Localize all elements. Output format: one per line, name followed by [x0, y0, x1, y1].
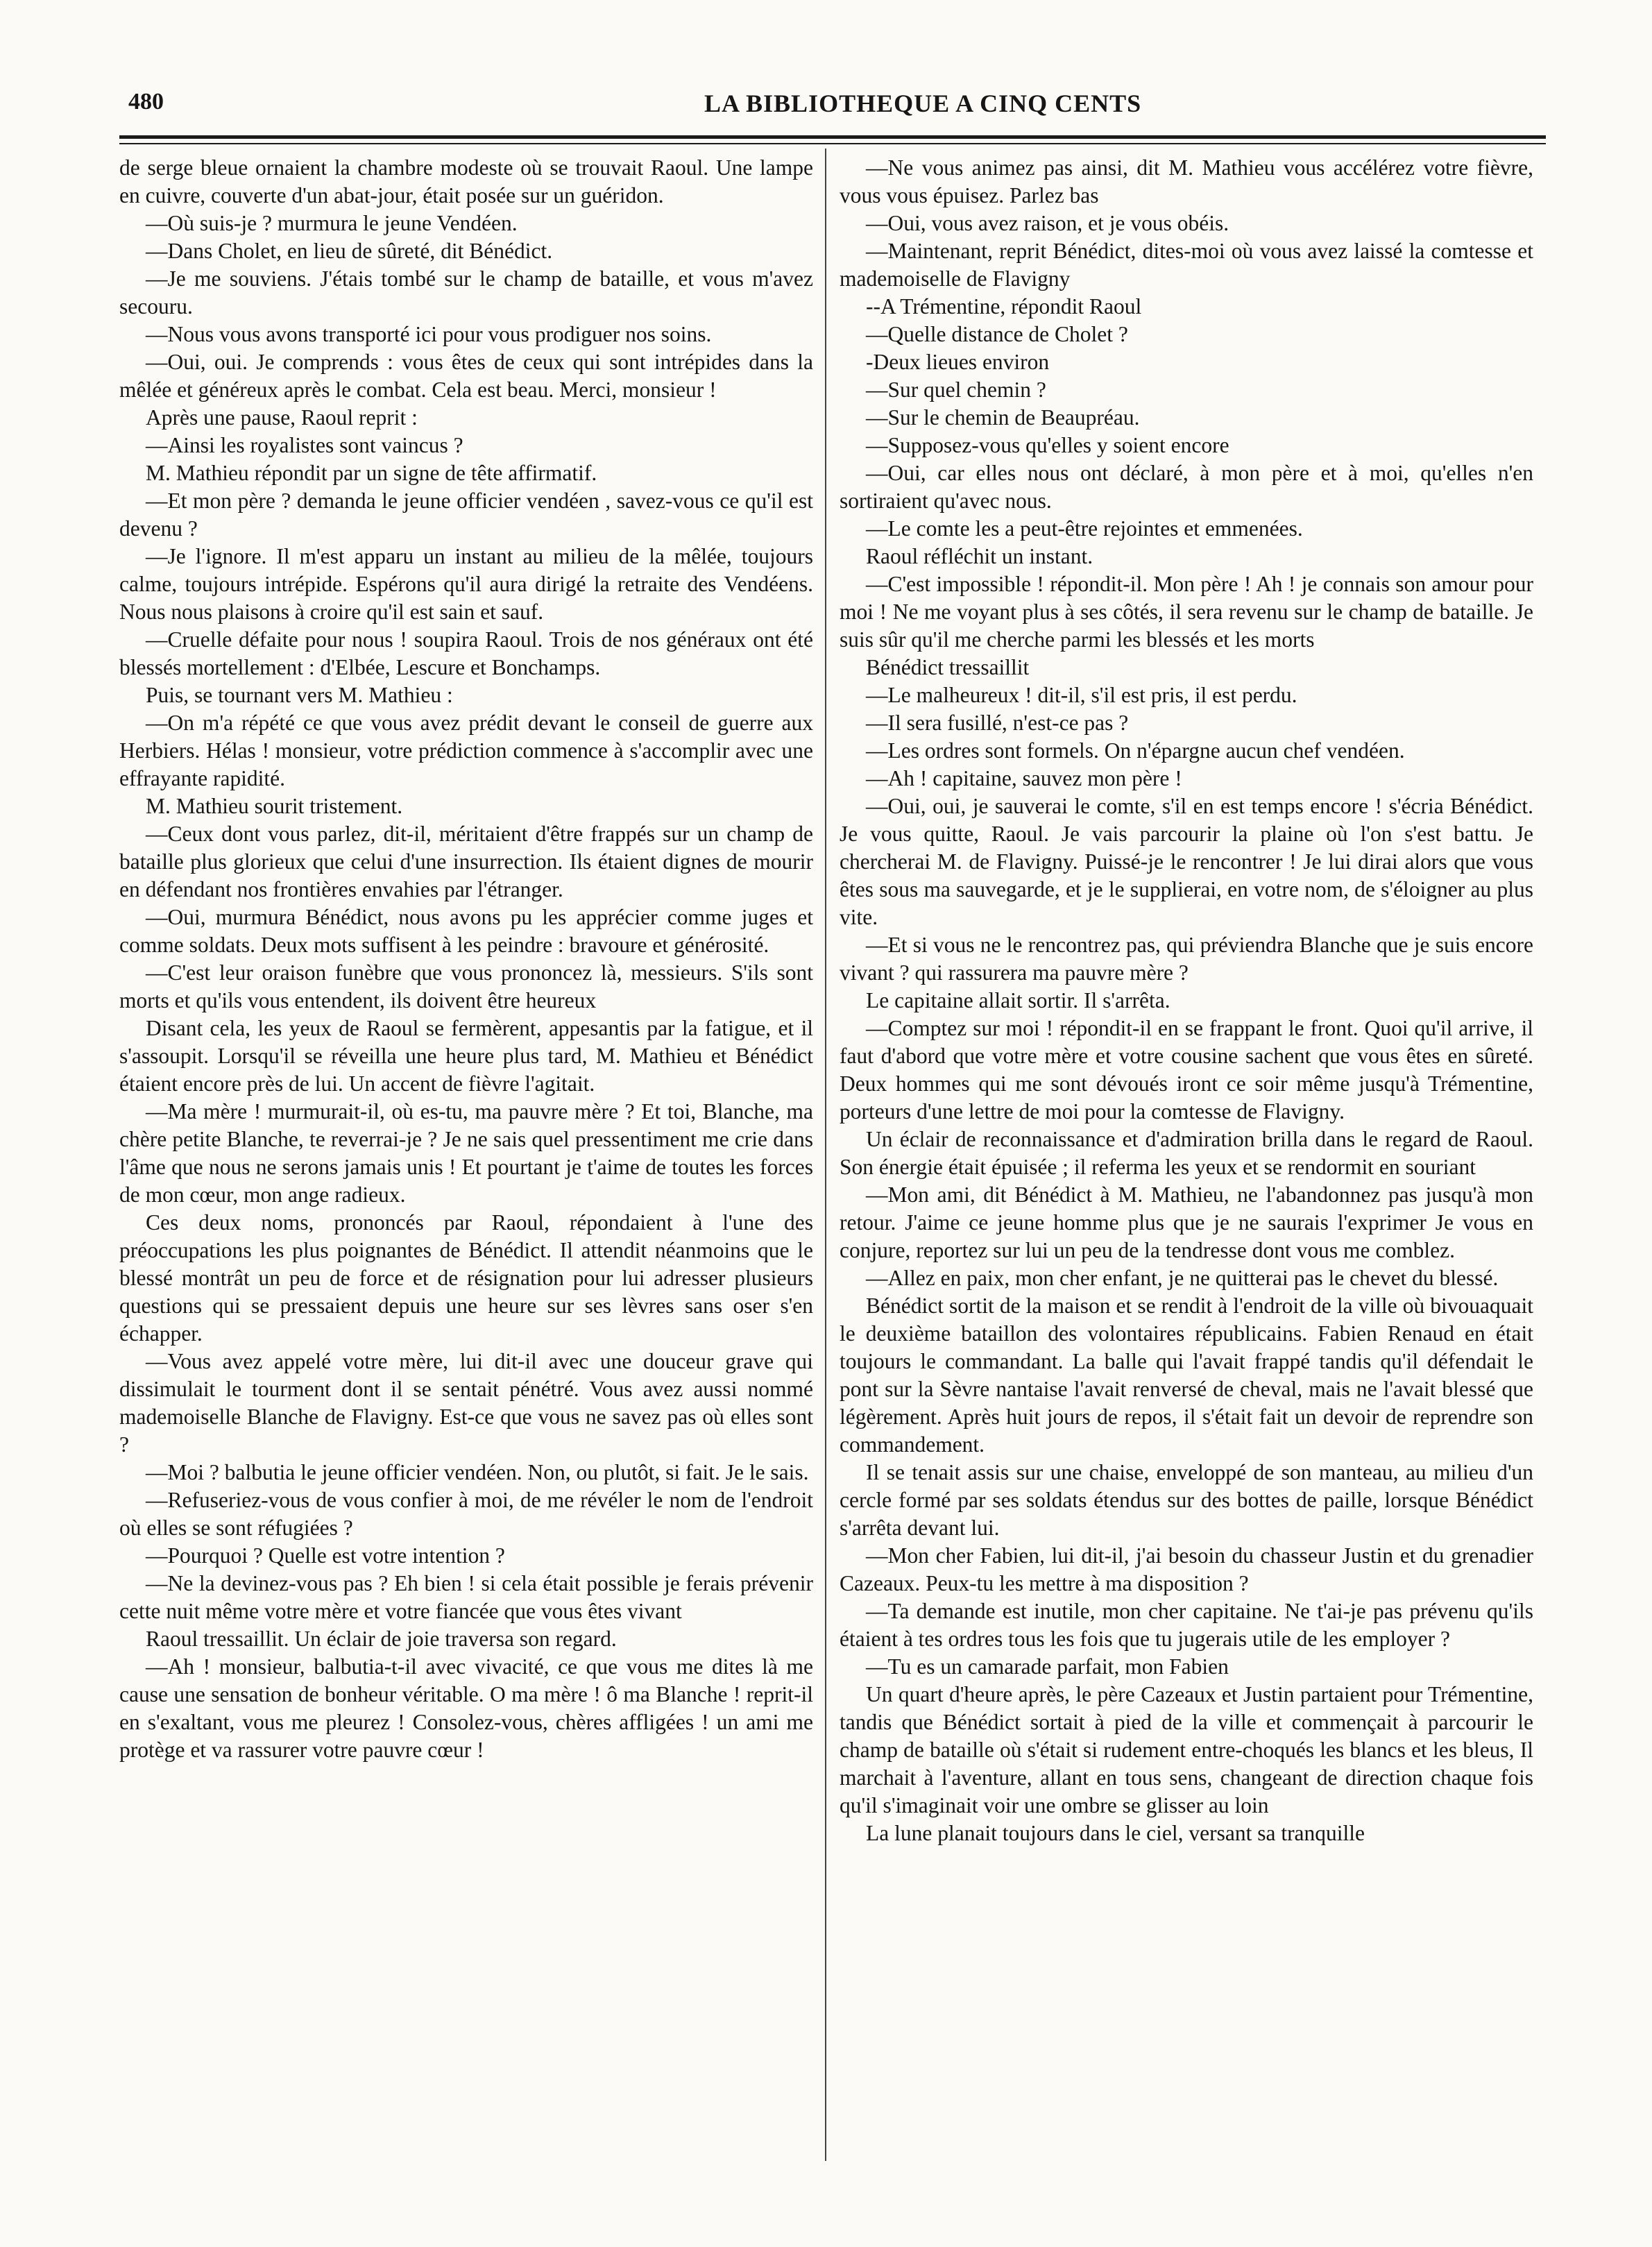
paragraph: —Ceux dont vous parlez, dit-il, méritaient d'être frappés sur un champ de bataille plus glorieux que celui d'une insurrection. Ils étaient dignes de mourir en défendant nos frontières envahies par l'étranger.	[119, 822, 813, 901]
paragraph: Le capitaine allait sortir. Il s'arrêta.	[866, 988, 1170, 1012]
paragraph: —Je me souviens. J'étais tombé sur le champ de bataille, et vous m'avez secouru.	[119, 266, 813, 319]
paragraph: —Ah ! monsieur, balbutia-t-il avec vivacité, ce que vous me dites là me cause une sensation de bonheur véritable. O ma mère ! ô ma Blanche ! reprit-il en s'exaltant, vous me pleurez ! Consolez-vous, chères affligées ! un ami me protège et va rassurer votre pauvre cœur !	[119, 1654, 813, 1762]
paragraph: Raoul réfléchit un instant.	[866, 544, 1093, 568]
paragraph: —Comptez sur moi ! répondit-il en se frappant le front. Quoi qu'il arrive, il faut d'abord que votre mère et votre cousine sachent que vous êtes en sûreté. Deux hommes qui me sont dévoués iront ce soir même jusqu'à Trémentine, porteurs d'une lettre de moi pour la comtesse de Flavigny.	[840, 1016, 1533, 1124]
paragraph: —Pourquoi ? Quelle est votre intention ?	[146, 1543, 505, 1568]
paragraph: Il se tenait assis sur une chaise, enveloppé de son manteau, au milieu d'un cercle formé par ses soldats étendus sur des bottes de paille, lorsque Bénédict s'arrêta devant lui.	[840, 1460, 1533, 1540]
right-column	[840, 154, 1533, 1847]
paragraph: --A Trémentine, répondit Raoul	[866, 294, 1142, 319]
paragraph: M. Mathieu répondit par un signe de tête affirmatif.	[146, 461, 597, 485]
paragraph: —Oui, murmura Bénédict, nous avons pu les apprécier comme juges et comme soldats. Deux mots suffisent à les peindre : bravoure et générosité.	[119, 905, 813, 957]
paragraph: —Il sera fusillé, n'est-ce pas ?	[866, 711, 1129, 735]
paragraph: —Ne vous animez pas ainsi, dit M. Mathieu vous accélérez votre fièvre, vous vous épuisez. Parlez bas	[840, 155, 1533, 207]
paragraph: M. Mathieu sourit tristement.	[146, 794, 403, 818]
paragraph: —Et si vous ne le rencontrez pas, qui préviendra Blanche que je suis encore vivant ? qui rassurera ma pauvre mère ?	[840, 933, 1533, 985]
paragraph: —Oui, oui. Je comprends : vous êtes de ceux qui sont intrépides dans la mêlée et généreux après le combat. Cela est beau. Merci, monsieur !	[119, 350, 813, 402]
paragraph: —On m'a répété ce que vous avez prédit devant le conseil de guerre aux Herbiers. Hélas ! monsieur, votre prédiction commence à s'accomplir avec une effrayante rapidité.	[119, 711, 813, 790]
header-rule-thick	[119, 135, 1546, 139]
paragraph: Après une pause, Raoul reprit :	[146, 405, 418, 430]
paragraph: —Sur le chemin de Beaupréau.	[866, 405, 1140, 430]
page-number: 480	[128, 89, 164, 115]
paragraph: —Et mon père ? demanda le jeune officier vendéen , savez-vous ce qu'il est devenu ?	[119, 489, 813, 541]
column-divider	[825, 149, 826, 2161]
paragraph: —Ma mère ! murmurait-il, où es-tu, ma pauvre mère ? Et toi, Blanche, ma chère petite Blanche, te reverrai-je ? Je ne sais quel pressentiment me crie dans l'âme que nous ne serons jamais unis ! Et pourtant je t'aime de toutes les forces de mon cœur, mon ange radieux.	[119, 1099, 813, 1207]
paragraph: —Ainsi les royalistes sont vaincus ?	[146, 433, 463, 457]
paragraph: —C'est impossible ! répondit-il. Mon père ! Ah ! je connais son amour pour moi ! Ne me voyant plus à ses côtés, il sera revenu sur le champ de bataille. Je suis sûr qu'il me cherche parmi les blessés et les morts	[840, 572, 1533, 652]
paragraph: Puis, se tournant vers M. Mathieu :	[146, 683, 453, 707]
paragraph: -Deux lieues environ	[866, 350, 1050, 374]
paragraph: Disant cela, les yeux de Raoul se fermèrent, appesantis par la fatigue, et il s'assoupit. Lorsqu'il se réveilla une heure plus tard, M. Mathieu et Bénédict étaient encore près de lui. Un accent de fièvre l'agitait.	[119, 1016, 813, 1096]
paragraph: —Ne la devinez-vous pas ? Eh bien ! si cela était possible je ferais prévenir cette nuit même votre mère et votre fiancée que vous êtes vivant	[119, 1571, 813, 1623]
paragraph: —Mon cher Fabien, lui dit-il, j'ai besoin du chasseur Justin et du grenadier Cazeaux. Peux-tu les mettre à ma disposition ?	[840, 1543, 1533, 1595]
paragraph: —Quelle distance de Cholet ?	[866, 322, 1128, 346]
running-title: LA BIBLIOTHEQUE A CINQ CENTS	[704, 90, 1142, 117]
paragraph: Ces deux noms, prononcés par Raoul, répondaient à l'une des préoccupations les plus poignantes de Bénédict. Il attendit néanmoins que le blessé montrât un peu de force et de résignation pour lui adresser plusieurs questions qui se pressaient depuis une heure sur ses lèvres sans oser s'en échapper.	[119, 1210, 813, 1346]
header-rule-thin	[119, 143, 1546, 144]
paragraph: —Moi ? balbutia le jeune officier vendéen. Non, ou plutôt, si fait. Je le sais.	[146, 1460, 809, 1484]
paragraph: —Cruelle défaite pour nous ! soupira Raoul. Trois de nos généraux ont été blessés mortellement : d'Elbée, Lescure et Bonchamps.	[119, 627, 813, 679]
paragraph: —Oui, oui, je sauverai le comte, s'il en est temps encore ! s'écria Bénédict. Je vous quitte, Raoul. Je vais parcourir la plaine où l'on s'est battu. Je chercherai M. de Flavigny. Puissé-je le rencontrer ! Je lui dirai alors que vous êtes sous ma sauvegarde, et je le supplierai, en votre nom, de s'éloigner au plus vite.	[840, 794, 1533, 929]
paragraph: —Le comte les a peut-être rejointes et emmenées.	[866, 516, 1303, 541]
paragraph: Bénédict sortit de la maison et se rendit à l'endroit de la ville où bivouaquait le deuxième bataillon des volontaires républicains. Fabien Renaud en était toujours le commandant. La balle qui l'avait frappé tandis qu'il défendait le pont sur la Sèvre nantaise l'avait renversé de cheval, mais ne l'avait blessé que légèrement. Après huit jours de repos, il s'était fait un devoir de reprendre son commandement.	[840, 1294, 1533, 1457]
paragraph: —Sur quel chemin ?	[866, 378, 1046, 402]
paragraph: —Le malheureux ! dit-il, s'il est pris, il est perdu.	[866, 683, 1297, 707]
paragraph: —Ah ! capitaine, sauvez mon père !	[866, 766, 1182, 790]
paragraph: —Supposez-vous qu'elles y soient encore	[866, 433, 1229, 457]
paragraph: —Vous avez appelé votre mère, lui dit-il avec une douceur grave qui dissimulait le tourment dont il se sentait pénétré. Vous avez aussi nommé mademoiselle Blanche de Flavigny. Est-ce que vous ne savez pas où elles sont ?	[119, 1349, 813, 1457]
page-header	[128, 89, 1544, 130]
paragraph: —Les ordres sont formels. On n'épargne aucun chef vendéen.	[866, 738, 1405, 763]
paragraph: —C'est leur oraison funèbre que vous prononcez là, messieurs. S'ils sont morts et qu'ils vous entendent, ils doivent être heureux	[119, 960, 813, 1012]
paragraph: Raoul tressaillit. Un éclair de joie traversa son regard.	[146, 1627, 617, 1651]
paragraph: Un éclair de reconnaissance et d'admiration brilla dans le regard de Raoul. Son énergie était épuisée ; il referma les yeux et se rendormit en souriant	[840, 1127, 1533, 1179]
paragraph: —Maintenant, reprit Bénédict, dites-moi où vous avez laissé la comtesse et mademoiselle de Flavigny	[840, 239, 1533, 291]
paragraph: La lune planait toujours dans le ciel, versant sa tranquille	[866, 1821, 1365, 1845]
paragraph: Un quart d'heure après, le père Cazeaux et Justin partaient pour Trémentine, tandis que Bénédict sortait à pied de la ville et commençait à parcourir le champ de bataille où s'était si rudement entre-choqués les blancs et les bleus, Il marchait à l'aventure, allant en tous sens, changeant de direction chaque fois qu'il s'imaginait voir une ombre se glisser au loin	[840, 1682, 1533, 1817]
paragraph: —Où suis-je ? murmura le jeune Vendéen.	[146, 211, 518, 235]
paragraph: —Oui, vous avez raison, et je vous obéis.	[866, 211, 1229, 235]
left-column	[119, 154, 813, 1764]
paragraph: —Mon ami, dit Bénédict à M. Mathieu, ne l'abandonnez pas jusqu'à mon retour. J'aime ce jeune homme plus que je ne saurais l'exprimer Je vous en conjure, reportez sur lui un peu de la tendresse dont vous me comblez.	[840, 1182, 1533, 1262]
paragraph: Bénédict tressaillit	[866, 655, 1030, 679]
paragraph: —Tu es un camarade parfait, mon Fabien	[866, 1654, 1229, 1679]
paragraph: —Dans Cholet, en lieu de sûreté, dit Bénédict.	[146, 239, 553, 263]
paragraph: —Nous vous avons transporté ici pour vous prodiguer nos soins.	[146, 322, 712, 346]
paragraph: —Oui, car elles nous ont déclaré, à mon père et à moi, qu'elles n'en sortiraient qu'avec nous.	[840, 461, 1533, 513]
paragraph: —Allez en paix, mon cher enfant, je ne quitterai pas le chevet du blessé.	[866, 1266, 1499, 1290]
paragraph: de serge bleue ornaient la chambre modeste où se trouvait Raoul. Une lampe en cuivre, couverte d'un abat-jour, était posée sur un guéridon.	[119, 155, 813, 207]
paragraph: —Refuseriez-vous de vous confier à moi, de me révéler le nom de l'endroit où elles se sont réfugiées ?	[119, 1488, 813, 1540]
paragraph: —Ta demande est inutile, mon cher capitaine. Ne t'ai-je pas prévenu qu'ils étaient à tes ordres tous les fois que tu jugerais utile de les employer ?	[840, 1599, 1533, 1651]
paragraph: —Je l'ignore. Il m'est apparu un instant au milieu de la mêlée, toujours calme, toujours intrépide. Espérons qu'il aura dirigé la retraite des Vendéens. Nous nous plaisons à croire qu'il est sain et sauf.	[119, 544, 813, 624]
